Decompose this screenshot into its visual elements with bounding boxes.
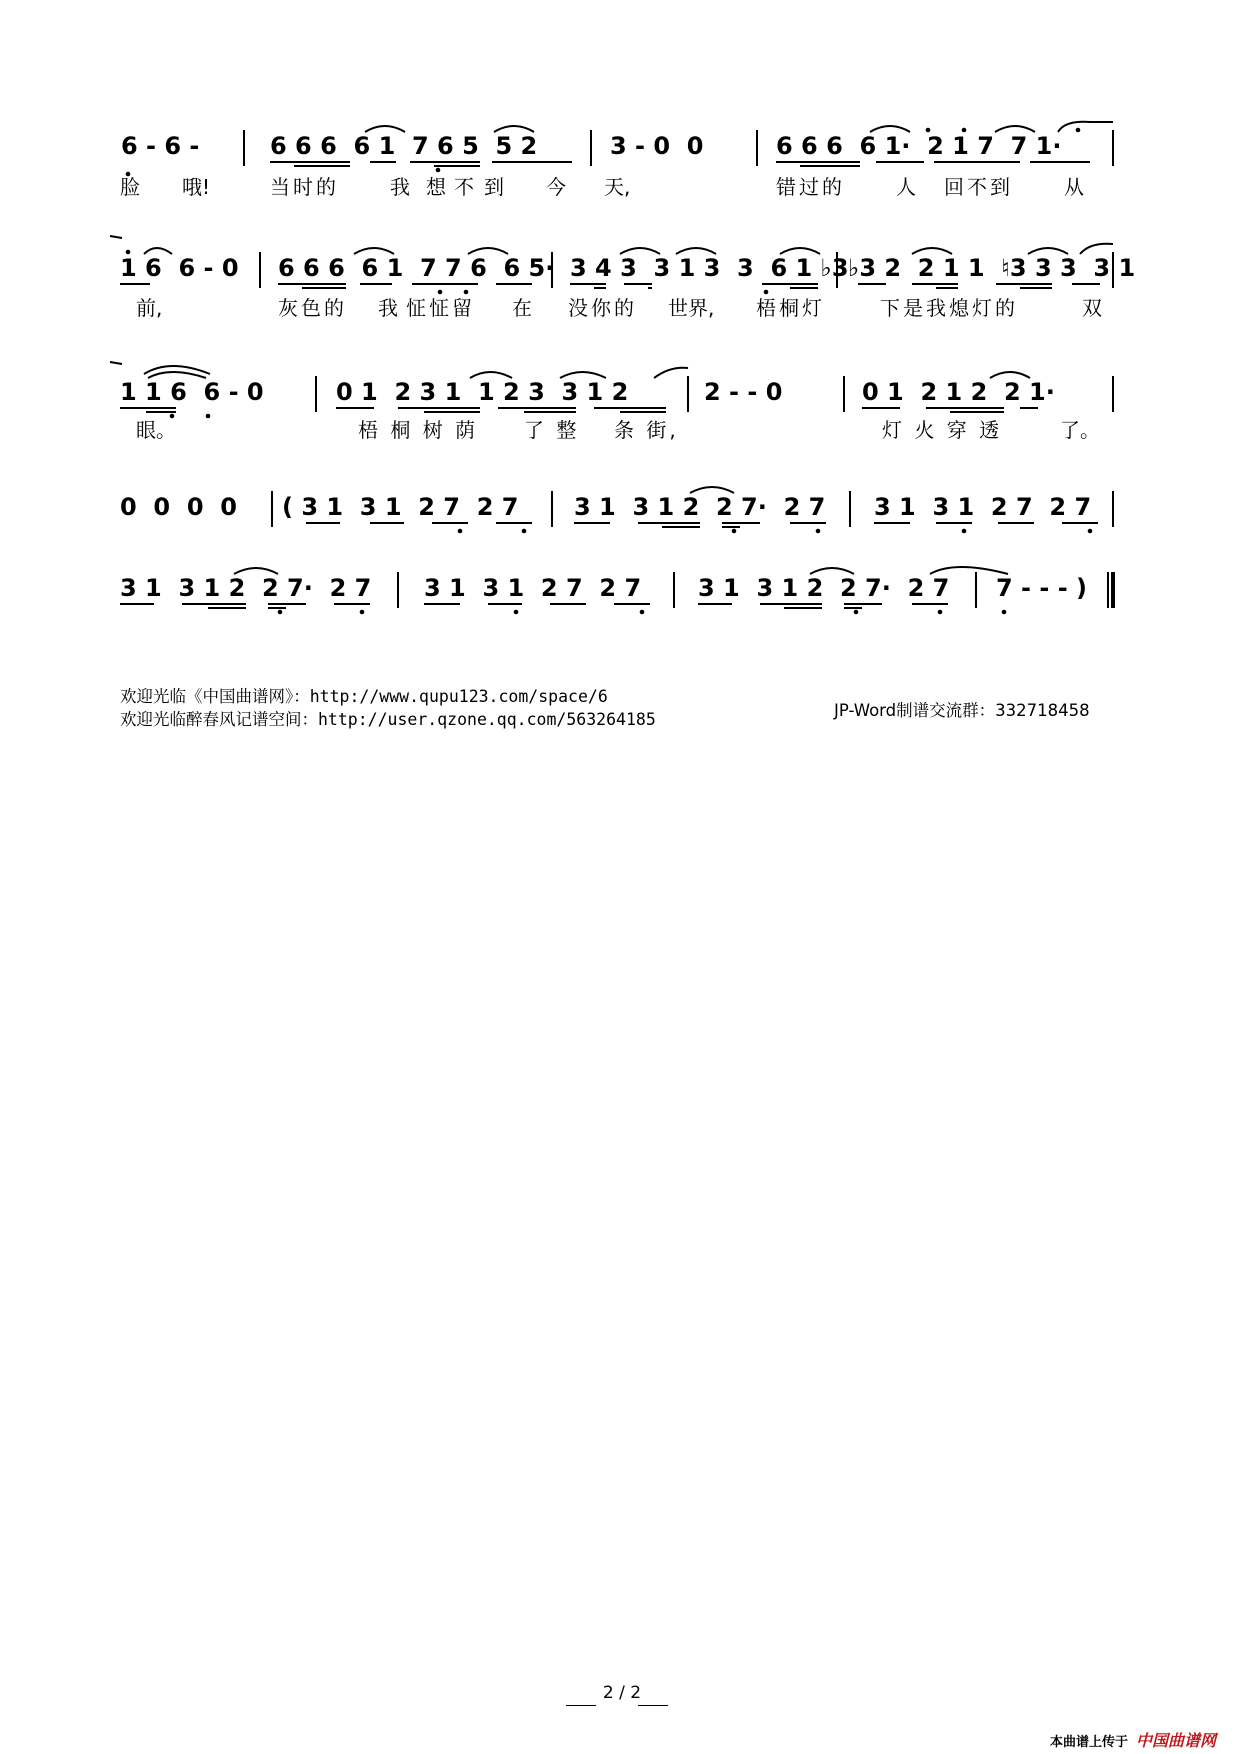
footer-link-qupu[interactable]: 欢迎光临《中国曲谱网》：http://www.qupu123.com/space/6 — [120, 687, 608, 706]
lyrics-row-1 — [0, 175, 1240, 205]
lyric: 当时的 — [270, 175, 339, 199]
score-system-3: 1 1 6 6 - 0 0 1 2 3 1 1 2 3 3 1 2 2 - - 0 0 1 2 1 2 2 1· — [0, 374, 1240, 434]
lyric: 下是我熄灯的 — [880, 296, 1018, 320]
lyric: 了 整 — [524, 418, 580, 442]
lyric: 灰色的 — [278, 296, 347, 320]
lyric: 我 — [378, 296, 398, 320]
lyric: 在 — [512, 296, 532, 320]
lyric: 双 — [1082, 296, 1102, 320]
lyric: 回不到 — [944, 175, 1013, 199]
lyric: 天, — [604, 175, 631, 199]
site-logo: 中国曲谱网 — [1136, 1731, 1217, 1750]
page-number-rule-left — [566, 1705, 596, 1706]
lyric: 怔怔留 — [406, 296, 475, 320]
lyric: 想 — [426, 175, 446, 199]
lyric: 世界, — [668, 296, 715, 320]
lyric: 脸 — [120, 175, 140, 199]
lyric: 眼。 — [136, 418, 176, 442]
score-system-1: 6 - 6 - 6 6 6 6 1 7 6 5 5 2 3 - 0 0 6 6 6 6 1· 2 1 7 7 1· — [0, 128, 1240, 188]
lyric: 我 — [390, 175, 410, 199]
lyric: 前, — [136, 296, 163, 320]
watermark — [1050, 1728, 1240, 1750]
lyric: 了。 — [1060, 418, 1100, 442]
score-system-5: 3 1 3 1 2 2 7· 2 7 3 1 3 1 2 7 2 7 3 1 3 1 2 2 7· 2 7 7 - - - ) — [0, 570, 1240, 630]
page-number: 2 / 2 — [602, 1683, 642, 1703]
lyric: 梧桐灯 — [756, 296, 825, 320]
lyric: 哦! — [182, 175, 211, 199]
lyric: 到 — [484, 175, 504, 199]
lyric: 灯 火 穿 透 — [882, 418, 1003, 442]
lyric: 梧 桐 树 荫 — [358, 418, 479, 442]
lyric: 从 — [1064, 175, 1084, 199]
lyric: 错过的 — [776, 175, 845, 199]
lyric: 不 — [454, 175, 474, 199]
footer-link-qzone[interactable]: 欢迎光临醉春风记谱空间：http://user.qzone.qq.com/563264185 — [120, 710, 656, 729]
score-system-2: 1 6 6 - 0 6 6 6 6 1 7 7 6 6 5· 3 4 3 3 1 3 3 6 1 ♭3 ♭3 2 2 1 1 ♮3 3 3 3 1 — [0, 250, 1240, 310]
lyrics-row-2 — [0, 296, 1240, 326]
lyric: 没你的 — [568, 296, 637, 320]
lyrics-row-3 — [0, 418, 1240, 448]
lyric: 今 — [546, 175, 566, 199]
score-system-4: 0 0 0 0 ( 3 1 3 1 2 7 2 7 3 1 3 1 2 2 7· 2 7 3 1 3 1 2 7 2 7 — [0, 489, 1240, 549]
lyric: 条 街, — [614, 418, 679, 442]
lyric: 人 — [896, 175, 916, 199]
watermark-upload-text: 本曲谱上传于 — [1050, 1735, 1129, 1750]
page-number-rule-right — [638, 1705, 668, 1706]
footer-group-info: JP-Word制谱交流群：332718458 — [834, 701, 1090, 720]
